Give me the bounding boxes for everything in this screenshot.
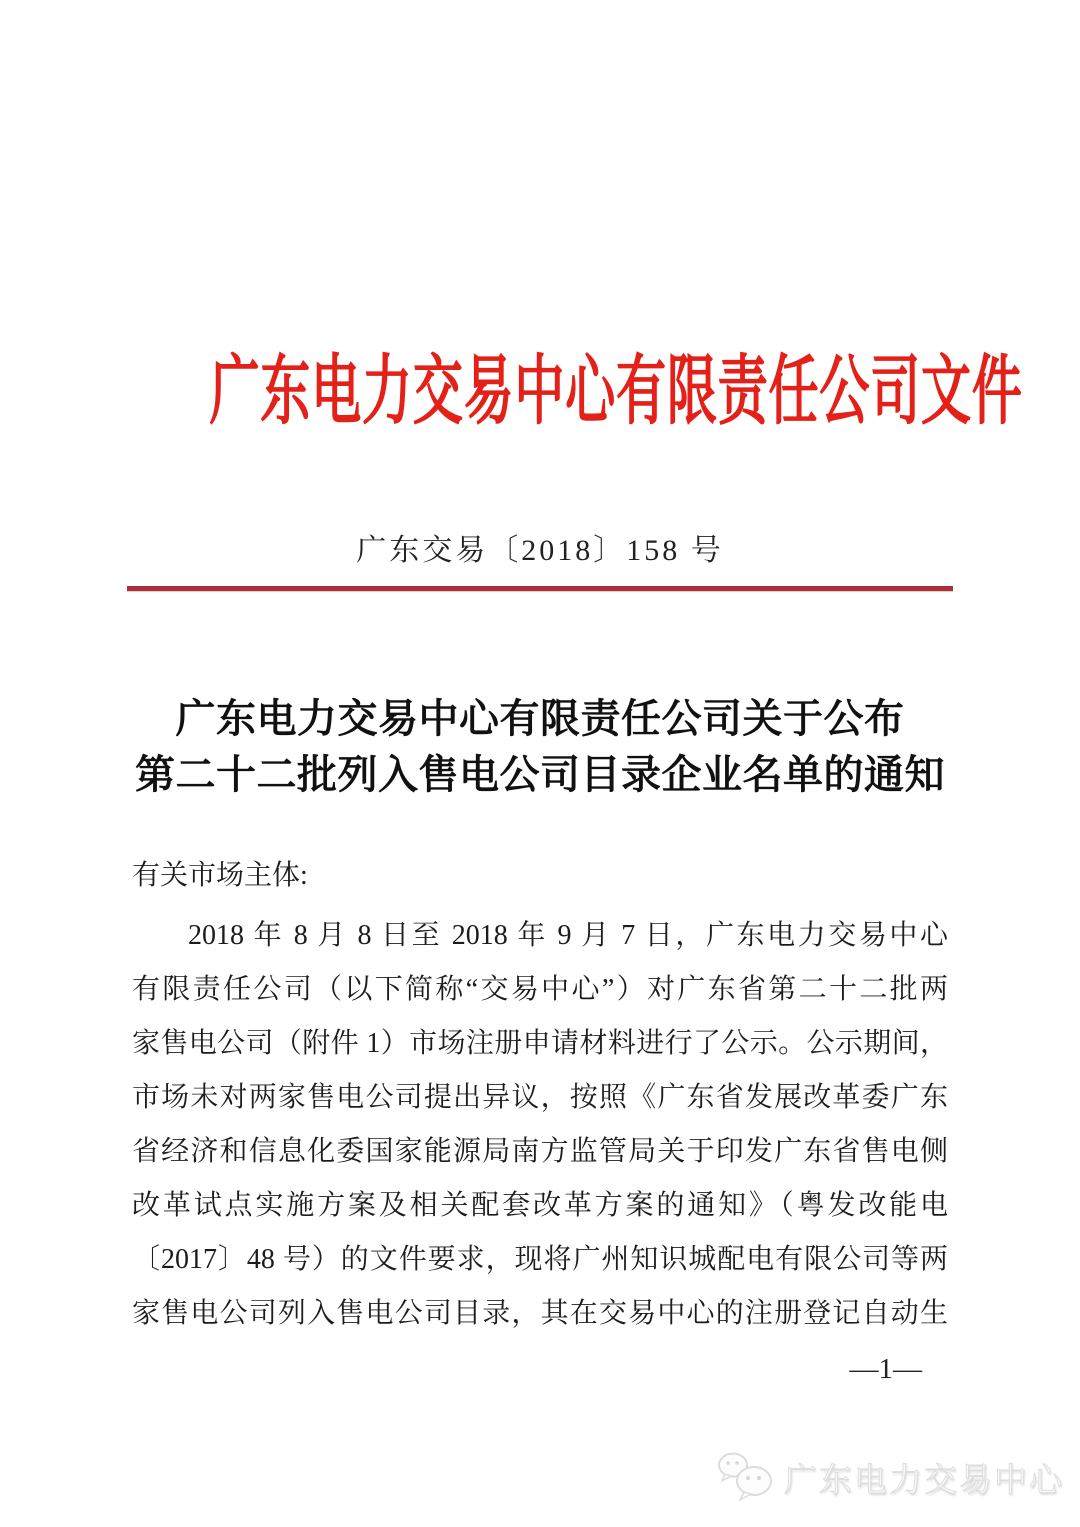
body-text-line: 有限责任公司（以下简称“交易中心”）对广东省第二十二批两	[132, 974, 948, 1005]
body-text-line: 家售电公司（附件 1）市场注册申请材料进行了公示。公示期间，	[132, 1028, 948, 1059]
body-text-line: 省经济和信息化委国家能源局南方监管局关于印发广东省售电侧	[132, 1136, 948, 1167]
body-text-line: 市场未对两家售电公司提出异议，按照《广东省发展改革委广东	[132, 1082, 948, 1113]
body-text-line: 家售电公司列入售电公司目录，其在交易中心的注册登记自动生	[132, 1298, 948, 1329]
body-text-line: 2018 年 8 月 8 日至 2018 年 9 月 7 日，广东电力交易中心	[188, 920, 948, 951]
watermark-label: 广东电力交易中心	[784, 1462, 1064, 1499]
document-number: 广东交易〔2018〕158 号	[356, 534, 724, 567]
page-number: —1—	[849, 1353, 922, 1385]
document-title-line-1: 广东电力交易中心有限责任公司关于公布	[175, 696, 905, 741]
body-text-line: 改革试点实施方案及相关配套改革方案的通知》（粤发改能电	[132, 1190, 948, 1221]
salutation: 有关市场主体:	[132, 860, 308, 891]
document-title-line-2: 第二十二批列入售电公司目录企业名单的通知	[135, 752, 945, 797]
footer-watermark	[716, 1451, 1064, 1503]
body-text-line: 〔2017〕48 号）的文件要求，现将广州知识城配电有限公司等两	[132, 1244, 948, 1275]
body-paragraph	[132, 849, 948, 1341]
red-separator-line	[127, 586, 953, 591]
document-header-title: 广东电力交易中心有限责任公司文件	[209, 350, 1023, 434]
wechat-logo-icon	[716, 1451, 778, 1503]
document-title	[0, 691, 1080, 803]
letterhead	[0, 0, 1080, 434]
